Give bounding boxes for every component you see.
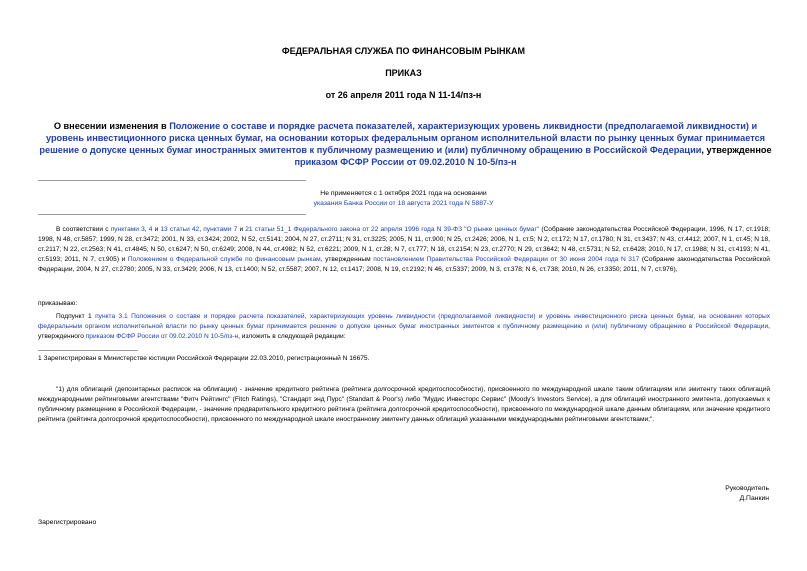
preamble-text: и [237, 226, 246, 233]
clause-text: , утвержденного [38, 323, 770, 340]
divider-top [38, 180, 306, 181]
clause-text: Подпункт 1 [56, 313, 96, 320]
divider-bottom [38, 214, 306, 215]
link-points-3[interactable]: пунктами 3 [110, 226, 145, 233]
link-clause-order[interactable]: приказом ФСФР России от 09.02.2010 N 10-5/пз-н [85, 333, 239, 340]
title-link-order[interactable]: приказом ФСФР России от 09.02.2010 N 10-5/пз-н [294, 157, 517, 167]
preamble-text: и [152, 226, 161, 233]
footnote-text: Зарегистрирован в Министерстве юстиции Российской Федерации 22.03.2010, регистрационный N 16675. [41, 355, 370, 362]
footnote [38, 354, 770, 364]
order-word: приказываю: [38, 300, 78, 307]
footnote-marker: 1 [38, 355, 42, 362]
document-title [38, 120, 773, 168]
link-article-42[interactable]: 13 статьи 42 [160, 226, 200, 233]
title-text-1: О внесении изменения в [53, 121, 170, 131]
link-fsfr-regulation[interactable]: Положением о Федеральной службе по финансовым рынкам [127, 256, 321, 263]
title-link-regulation[interactable]: Положение о составе и порядке расчета показателей, характеризующих уровень ликвидности (предполагаемой ликвидности) и уровень инвестиционного риска ценных бумаг, на основании которых федеральным органом исполнительной власти по рынку ценных бумаг принимается решение о допуске ценных бумаг иностранных эмитентов к публичному размещению и (или) публичному обращению в Российской Федерации [39, 121, 766, 155]
clause-text: , изложить в следующей редакции: [238, 333, 346, 340]
link-government-decree[interactable]: постановлением Правительства Российской Федерации от 30 июня 2004 года N 317 [373, 256, 640, 263]
clause-paragraph [38, 312, 770, 342]
link-points-7[interactable]: пунктами 7 [203, 226, 238, 233]
status-note-text: Не применяется с 1 октября 2021 года на основании [320, 190, 487, 197]
preamble-text: , [144, 226, 149, 233]
agency-name: ФЕДЕРАЛЬНАЯ СЛУЖБА ПО ФИНАНСОВЫМ РЫНКАМ [281, 46, 526, 56]
preamble-text: (Собрание законодательства Российской Федерации, 2004, N 27, ст.2780; 2005, N 33, ст.3429; 2006, N 13, ст.1400; N 52, ст.5587; 2007, N 12, ст.1417; 2008, N 19, ст.2192; N 46, ст.5337; 2009, N 3, ст.378; N 6, ст.738; 2010, N 26, ст.3350; 2011, N 7, ст.976), [38, 256, 770, 273]
preamble-text: (Собрание законодательства Российской Федерации, 1996, N 17, ст.1918; 1998, N 48, ст.5857; 1999, N 28, ст.3472; 2001, N 33, ст.3424; 2002, N 52, ст.5141; 2004, N 27, ст.2711; N 31, ст.3225; 2005, N 11, ст.900; N 25, ст.2426; 2006, N 1, ст.5; N 2, ст.172; N 17, ст.1780; N 31, ст.3437; N 43, ст.4412; 2007, N 1, ст.45; N 18, ст.2117; N 22, ст.2563; N 41, ст.4845; N 50, ст.6247; N 50, ст.6249; 2008, N 44, ст.4982; N 52, ст.6221; 2009, N 1, ст.28; N 7, ст.777; N 18, ст.2154; N 23, ст.2770; N 29, ст.3642; N 48, ст.5731; N 52, ст.6428; 2010, N 17, ст.1988; N 31, ст.4193; N 41, ст.5193; 2011, N 7, ст.905) и [38, 226, 770, 263]
preamble-text: В соответствии с [56, 226, 111, 233]
title-text-2: , утвержденное [701, 145, 772, 155]
preamble-paragraph [38, 225, 770, 275]
link-point-4[interactable]: 4 [148, 226, 153, 233]
preamble-text: , утвержденным [320, 256, 374, 263]
document-date-number: от 26 апреля 2011 года N 11-14/пз-н [325, 90, 482, 100]
preamble-text: , [199, 226, 204, 233]
link-federal-law[interactable]: 21 статьи 51_1 Федерального закона от 22 апреля 1996 года N 39-ФЗ "О рынке ценных бумаг" [245, 226, 540, 233]
document-type: ПРИКАЗ [385, 68, 422, 78]
quoted-text-paragraph [38, 385, 770, 425]
status-note-link[interactable]: указания Банка России от 18 августа 2021 года N 5887-У [313, 200, 494, 207]
quoted-text: "1) для облигаций (депозитарных расписок на облигации) - значение кредитного рейтинга (рейтинга долгосрочной кредитоспособности), присвоенного по международной шкале таким облигациям или эмитенту таких облигаций международными рейтинговыми агентствами "Фитч Рейтингс" (Fitch Ratings), "Стандарт энд Пурс" (Standart & Poor's) либо "Мудис Инвесторс Сервис" (Moody's Investors Service), а для облигаций иностранного эмитента, допускаемых к публичному размещению в Российской Федерации, - значение предварительного кредитного рейтинга (рейтинга долгосрочной кредитоспособности), присвоенного по международной шкале данным облигациям, или значение кредитного рейтинга (рейтинга долгосрочной кредитоспособности), присвоенного по международной шкале иностранному эмитенту данных облигаций указанными международными рейтинговыми агентствами;". [38, 386, 770, 423]
signature-name: Д.Панкин [739, 495, 769, 502]
status-note [0, 189, 807, 209]
footnote-divider [38, 350, 138, 351]
registered-label: Зарегистрировано [38, 519, 97, 526]
signature-position: Руководитель [725, 485, 769, 492]
link-clause-point-3-1[interactable]: пункта 3.1 Положения о составе и порядке расчета показателей, характеризующих уровень ликвидности (предполагаемой ликвидности) и уровень инвестиционного риска ценных бумаг, на основании которых федеральным органом исполнительной власти по рынку ценных бумаг принимается решение о допуске ценных бумаг иностранных эмитентов к публичному размещению и (или) публичному обращению в Российской Федерации [38, 313, 770, 330]
